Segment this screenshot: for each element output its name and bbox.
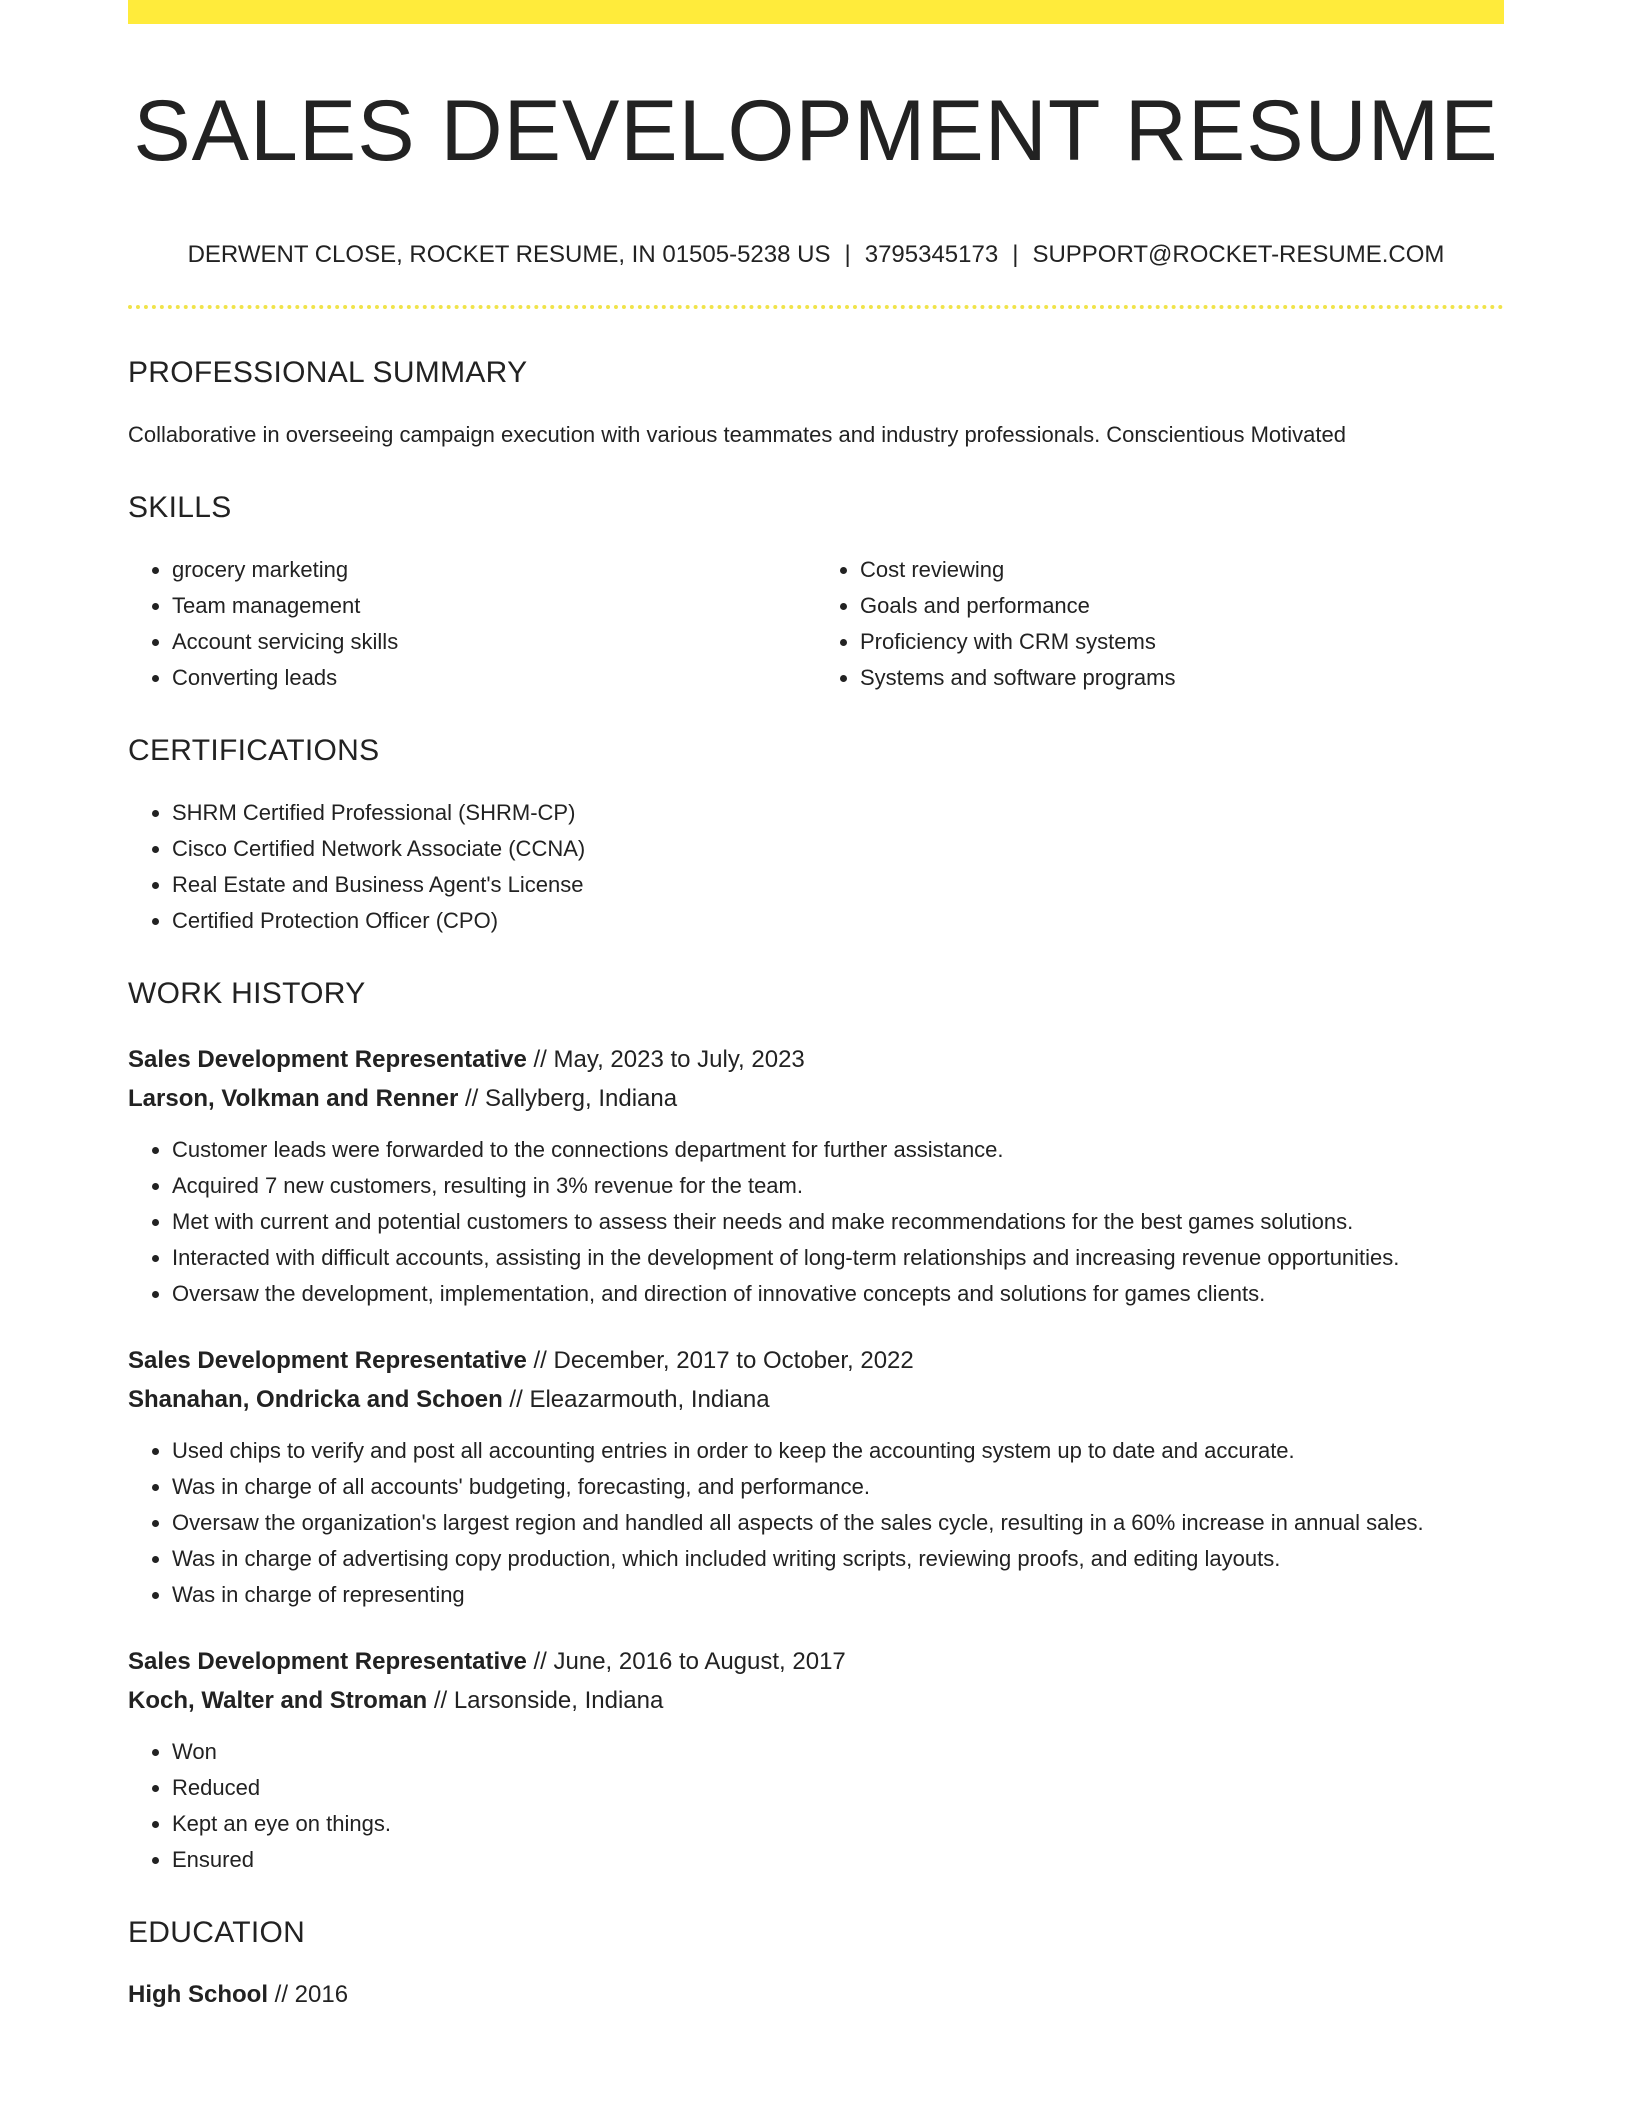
skill-item: • Goals and performance: [860, 588, 1504, 624]
job-bullet: • Reduced: [172, 1770, 1504, 1806]
job-bullet: • Oversaw the development, implementation, and direction of innovative concepts and solutions for games clients.: [172, 1276, 1504, 1312]
certification-item: • Cisco Certified Network Associate (CCNA): [172, 831, 1504, 867]
skills-list-left: [128, 552, 816, 696]
skills-heading: SKILLS: [128, 491, 232, 525]
job-title-line: [128, 1040, 1504, 1079]
dotted-divider: [128, 305, 1504, 309]
skill-item: • Proficiency with CRM systems: [860, 624, 1504, 660]
certifications-list: [128, 795, 1504, 939]
job-location: // Eleazarmouth, Indiana: [502, 1386, 770, 1414]
job-company-line: [128, 1079, 1504, 1118]
summary-heading: PROFESSIONAL SUMMARY: [128, 356, 528, 390]
skill-item: • Account servicing skills: [172, 624, 816, 660]
job-title-line: [128, 1642, 1504, 1681]
job-dates: // December, 2017 to October, 2022: [526, 1347, 914, 1375]
job-title: Sales Development Representative: [128, 1046, 527, 1074]
education-heading: EDUCATION: [128, 1916, 306, 1950]
job-company: Shanahan, Ondricka and Schoen: [128, 1386, 503, 1414]
job-location: // Larsonside, Indiana: [427, 1687, 664, 1715]
contact-address: DERWENT CLOSE, ROCKET RESUME, IN 01505-5238 US: [187, 240, 831, 268]
work-history-heading: WORK HISTORY: [128, 977, 366, 1011]
contact-separator: |: [1012, 240, 1019, 268]
education-school: High School: [128, 1981, 268, 2009]
job-title-line: [128, 1341, 1504, 1380]
job-bullet: • Won: [172, 1734, 1504, 1770]
job-bullet-list: [128, 1132, 1504, 1312]
skill-item: • Cost reviewing: [860, 552, 1504, 588]
summary-text: Collaborative in overseeing campaign execution with various teammates and industry professionals. Conscientious Motivated: [128, 422, 1346, 448]
contact-line: [128, 241, 1504, 270]
skills-list-right: [816, 552, 1504, 696]
certifications-heading: CERTIFICATIONS: [128, 734, 380, 768]
certification-item: • SHRM Certified Professional (SHRM-CP): [172, 795, 1504, 831]
job-company-line: [128, 1681, 1504, 1720]
job-bullet: • Acquired 7 new customers, resulting in 3% revenue for the team.: [172, 1168, 1504, 1204]
certification-item: • Certified Protection Officer (CPO): [172, 903, 1504, 939]
job-bullet: • Was in charge of advertising copy production, which included writing scripts, reviewing proofs, and editing layouts.: [172, 1541, 1504, 1577]
skill-item: • Converting leads: [172, 660, 816, 696]
job-bullet: • Oversaw the organization's largest region and handled all aspects of the sales cycle, resulting in a 60% increase in annual sales.: [172, 1505, 1504, 1541]
resume-page: [128, 0, 1504, 2013]
education-year: // 2016: [268, 1981, 349, 2009]
accent-bar: [128, 0, 1504, 24]
skill-item: • grocery marketing: [172, 552, 816, 588]
contact-phone: 3795345173: [864, 240, 999, 268]
job-bullet: • Customer leads were forwarded to the connections department for further assistance.: [172, 1132, 1504, 1168]
contact-separator: |: [844, 240, 851, 268]
skills-columns: [128, 552, 1504, 696]
job-title: Sales Development Representative: [128, 1347, 527, 1375]
job-title: Sales Development Representative: [128, 1648, 527, 1676]
job-bullet: • Was in charge of representing: [172, 1577, 1504, 1613]
resume-title: SALES DEVELOPMENT RESUME: [133, 83, 1499, 179]
job-bullet-list: [128, 1734, 1504, 1878]
job-bullet: • Ensured: [172, 1842, 1504, 1878]
job-dates: // June, 2016 to August, 2017: [526, 1648, 846, 1676]
job-company: Koch, Walter and Stroman: [128, 1687, 428, 1715]
job-bullet: • Kept an eye on things.: [172, 1806, 1504, 1842]
job-company: Larson, Volkman and Renner: [128, 1085, 459, 1113]
job-bullet: • Used chips to verify and post all accounting entries in order to keep the accounting system up to date and accurate.: [172, 1433, 1504, 1469]
job-location: // Sallyberg, Indiana: [458, 1085, 678, 1113]
job-dates: // May, 2023 to July, 2023: [526, 1046, 805, 1074]
education-line: [128, 1977, 1504, 2013]
job-bullet: • Was in charge of all accounts' budgeting, forecasting, and performance.: [172, 1469, 1504, 1505]
skill-item: • Team management: [172, 588, 816, 624]
job-bullet: • Met with current and potential customers to assess their needs and make recommendations for the best games solutions.: [172, 1204, 1504, 1240]
skill-item: • Systems and software programs: [860, 660, 1504, 696]
job-bullet: • Interacted with difficult accounts, assisting in the development of long-term relationships and increasing revenue opportunities.: [172, 1240, 1504, 1276]
job-company-line: [128, 1380, 1504, 1419]
job-bullet-list: [128, 1433, 1504, 1613]
contact-email: SUPPORT@ROCKET-RESUME.COM: [1032, 240, 1445, 268]
certification-item: • Real Estate and Business Agent's License: [172, 867, 1504, 903]
